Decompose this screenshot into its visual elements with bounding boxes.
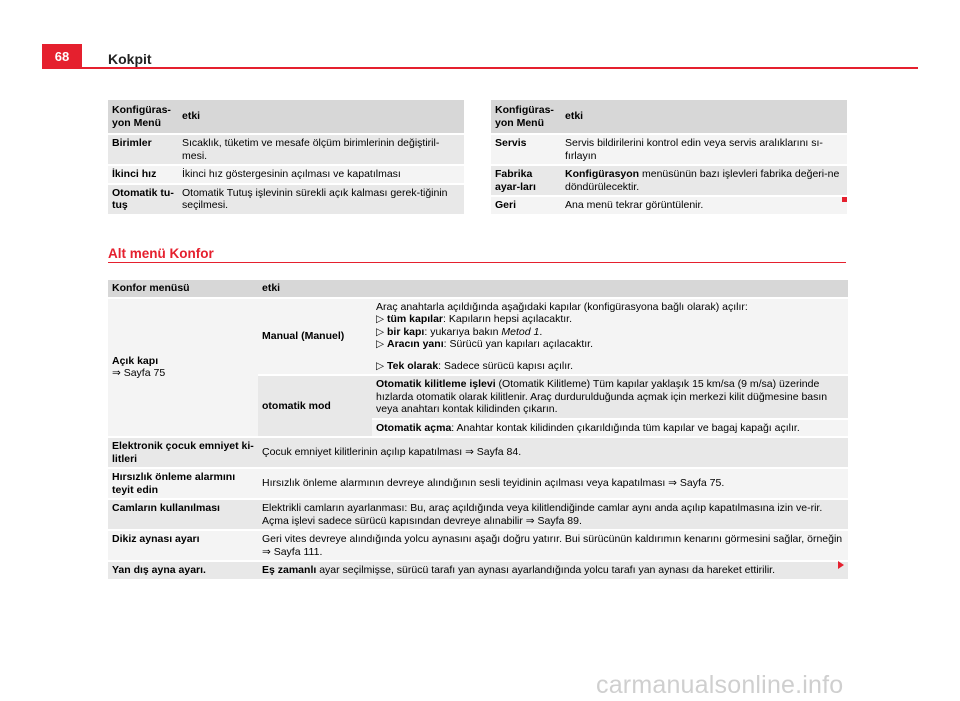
row-key: Geri <box>491 197 561 214</box>
row-value: İkinci hız göstergesinin açılması ve kapatılması <box>178 166 464 183</box>
item-text: : Sadece sürücü kapısı açılır. <box>438 359 573 372</box>
table-row <box>108 500 848 529</box>
row-value: Çocuk emniyet kilitlerinin açılıp kapatılması ⇒ Sayfa 84. <box>258 438 848 467</box>
list-item <box>376 326 844 339</box>
header-divider <box>42 67 918 69</box>
col-header-effect: etki <box>258 280 848 297</box>
item-text: . <box>539 325 543 338</box>
sub-key-otomatik: otomatik mod <box>258 376 372 436</box>
table-row <box>108 166 464 183</box>
konfor-menu-table <box>108 278 848 581</box>
manual-description <box>372 299 848 375</box>
row-value: Sıcaklık, tüketim ve mesafe ölçüm birimlerinin değiştiril-mesi. <box>178 135 464 164</box>
section-title: Alt menü Konfor <box>108 246 214 261</box>
row-value <box>258 562 848 579</box>
item-bold: Aracın yanı <box>387 338 444 350</box>
row-key: Yan dış ayna ayarı. <box>108 562 258 579</box>
page-number: 68 <box>42 44 82 68</box>
table-row <box>491 166 847 195</box>
item-text: : Anahtar kontak kilidinden çıkarıldığında tüm kapılar ve bagaj kapağı açılır. <box>451 421 800 434</box>
col-header-menu: Konfigüras-yon Menü <box>491 100 561 133</box>
table-row <box>108 299 848 375</box>
col-header-menu: Konfigüras-yon Menü <box>108 100 178 133</box>
list-item <box>376 313 844 326</box>
row-key: Otomatik tu-tuş <box>108 185 178 214</box>
arrow-icon: ▷ <box>376 325 387 338</box>
row-key: Fabrika ayar-ları <box>491 166 561 195</box>
item-text: : yukarıya bakın <box>424 325 502 338</box>
page-title: Kokpit <box>108 51 152 67</box>
otomatik-description <box>372 376 848 418</box>
row-key: Birimler <box>108 135 178 164</box>
sub-key-manual: Manual (Manuel) <box>258 299 372 375</box>
col-header-konfor: Konfor menüsü <box>108 280 258 297</box>
row-value: Otomatik Tutuş işlevinin sürekli açık kalması gerek-tiğinin seçilmesi. <box>178 185 464 214</box>
row-value: Hırsızlık önleme alarmının devreye alındığının sesli teyidinin açılması veya kapatılması ⇒ Sayfa 75. <box>258 469 848 498</box>
item-bold: Otomatik açma <box>376 421 452 434</box>
arrow-icon: ▷ <box>376 359 387 372</box>
config-menu-table-right <box>491 98 847 216</box>
config-menu-table-left <box>108 98 464 216</box>
row-value: Geri vites devreye alındığında yolcu aynasını aşağı doğru yatırır. Bui sürücünün kaldırımın kenarını görmesini sağlar, örneğin ⇒ Sayfa 111. <box>258 531 848 560</box>
item-text: : Kapıların hepsi açılacaktır. <box>443 313 573 325</box>
row-value: Ana menü tekrar görüntülenir. <box>561 197 847 214</box>
item-bold: bir kapı <box>387 325 425 338</box>
col-header-effect: etki <box>178 100 464 133</box>
otomatik-acma-description <box>372 420 848 437</box>
watermark: carmanualsonline.info <box>596 671 844 699</box>
table-row <box>108 469 848 498</box>
row-key: İkinci hız <box>108 166 178 183</box>
table-row <box>108 438 848 467</box>
table-row <box>108 185 464 214</box>
arrow-icon: ▷ <box>376 338 387 350</box>
section-end-marker <box>842 197 847 202</box>
row-key: Elektronik çocuk emniyet ki-litleri <box>108 438 258 467</box>
table-row <box>491 197 847 214</box>
row-key: Camların kullanılması <box>108 500 258 529</box>
item-bold: Otomatik kilitleme işlevi <box>376 378 496 390</box>
list-item <box>376 360 844 373</box>
item-bold: Eş zamanlı <box>262 564 317 576</box>
section-divider <box>108 262 846 263</box>
col-header-effect: etki <box>561 100 847 133</box>
acik-kapi-title: Açık kapı <box>112 354 159 367</box>
row-key: Servis <box>491 135 561 164</box>
item-bold: Tek olarak <box>387 359 439 372</box>
manual-intro: Araç anahtarla açıldığında aşağıdaki kapılar (konfigürasyona bağlı olarak) açılır: <box>376 300 748 313</box>
item-text: ayar seçilmişse, sürücü tarafı yan aynası ayarlandığında yolcu tarafı yan aynası da hareket ettirilir. <box>316 564 776 576</box>
continue-arrow-icon <box>838 561 844 569</box>
row-value-text: menüsünün bazı işlevleri fabrika değeri-ne döndürülecektir. <box>565 168 840 193</box>
row-value <box>561 166 847 195</box>
row-key: Hırsızlık önleme alarmını teyit edin <box>108 469 258 498</box>
item-text: : Sürücü yan kapıları açılacaktır. <box>443 338 594 350</box>
row-value-bold: Konfigürasyon <box>565 168 640 180</box>
item-text: (Otomatik Kilitleme) Tüm kapılar yaklaşık 15 km/sa (9 m/sa) üzerinde hızlarda otomatik olarak kilitlenir. Araç durdurulduğunda açmak için merkezi kilit düğmesine basın veya anahtarı kontak kilidinden çıkarın. <box>376 378 828 415</box>
item-bold: tüm kapılar <box>387 313 444 325</box>
item-italic: Metod 1 <box>501 325 540 338</box>
row-value: Servis bildirilerini kontrol edin veya servis aralıklarını sı-fırlayın <box>561 135 847 164</box>
list-item <box>376 338 844 351</box>
row-value: Elektrikli camların ayarlanması: Bu, araç açıldığında veya kilitlendiğinde camlar aynı anda açılıp kapatılmasına izin ve-rir. Açma işlevi sadece sürücü kapısından devreye alınabilir ⇒ Sayfa 89. <box>258 500 848 529</box>
table-row <box>108 135 464 164</box>
page-reference: ⇒ Sayfa 75 <box>112 367 166 380</box>
table-row <box>491 135 847 164</box>
table-row <box>108 562 848 579</box>
row-key: Dikiz aynası ayarı <box>108 531 258 560</box>
row-key-acik-kapi <box>108 299 258 437</box>
table-row <box>108 531 848 560</box>
arrow-icon: ▷ <box>376 313 387 325</box>
